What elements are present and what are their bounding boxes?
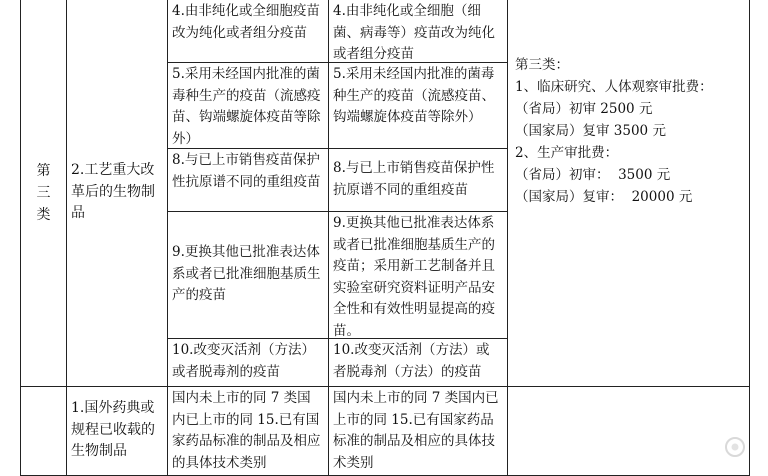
- new-text-8: 8.与已上市销售疫苗保护性抗原谱不同的重组疫苗: [333, 160, 495, 198]
- new-requirement-9: [328, 211, 508, 339]
- old-requirement-10: [167, 338, 329, 387]
- new-text-s2: 国内未上市的同 7 类国内已上市的同 15.已有国家药品标准的制品及相应的具体技术类别: [333, 390, 499, 471]
- fee-line-7: （国家局）复审： 20000 元: [515, 189, 693, 205]
- fee-line-4: （国家局）复审 3500 元: [515, 123, 666, 139]
- old-text-10: 10.改变灭活剂（方法）或者脱毒剂的疫苗: [172, 342, 315, 380]
- new-text-5: 5.采用未经国内批准的菌毒种生产的疫苗（流感疫苗、钩端螺旋体疫苗等除外）: [333, 66, 495, 125]
- old-text-4: 4.由非纯化或全细胞疫苗改为纯化或者组分疫苗: [172, 3, 320, 41]
- old-requirement-5: [167, 62, 329, 149]
- new-requirement-5: [328, 62, 508, 149]
- new-requirement-4: [328, 0, 508, 63]
- old-text-s2: 国内未上市的同 7 类国内已上市的同 15.已有国家药品标准的制品及相应的具体技术类别: [172, 390, 321, 471]
- fee-schedule-cell-2: [507, 386, 750, 476]
- new-text-10: 10.改变灭活剂（方法）或者脱毒剂（方法）的疫苗: [333, 342, 490, 380]
- new-requirement-8: [328, 148, 508, 212]
- new-text-4: 4.由非纯化或全细胞（细菌、病毒等）疫苗改为纯化或者组分疫苗: [333, 3, 495, 62]
- fee-line-3: （省局）初审 2500 元: [515, 101, 653, 117]
- old-requirement-9: [167, 211, 329, 339]
- new-text-9: 9.更换其他已批准表达体系或者已批准细胞基质生产的疫苗；采用新工艺制备并且实验室研究资料证明产品安全性和有效性明显提高的疫苗。: [333, 215, 495, 339]
- subcategory-cell-2: [66, 386, 168, 476]
- subcategory-label: 2.工艺重大改革后的生物制品: [71, 162, 155, 222]
- old-requirement-s2: [167, 386, 329, 476]
- new-requirement-10: [328, 338, 508, 387]
- subcategory-label-2: 1.国外药典或规程已收载的生物制品: [71, 400, 155, 460]
- category-cell-2: [20, 386, 67, 476]
- old-text-9: 9.更换其他已批准表达体系或者已批准细胞基质生产的疫苗: [172, 244, 321, 304]
- fee-line-1: 第三类：: [515, 57, 569, 73]
- fee-line-5: 2、生产审批费：: [515, 145, 619, 161]
- subcategory-cell: [66, 0, 168, 387]
- fee-line-2: 1、临床研究、人体观察审批费：: [515, 79, 713, 95]
- old-text-5: 5.采用未经国内批准的菌毒种生产的疫苗（流感疫苗、钩端螺旋体疫苗等除外）: [172, 66, 321, 147]
- category-label: 第三类: [36, 162, 51, 223]
- old-text-8: 8.与已上市销售疫苗保护性抗原谱不同的重组疫苗: [172, 152, 321, 190]
- new-requirement-s2: [328, 386, 508, 476]
- fee-line-6: （省局）初审： 3500 元: [515, 167, 671, 183]
- fee-schedule-cell: [507, 0, 750, 387]
- old-requirement-8: [167, 148, 329, 212]
- watermark-icon: [724, 436, 746, 458]
- category-cell: [20, 0, 67, 387]
- old-requirement-4: [167, 0, 329, 63]
